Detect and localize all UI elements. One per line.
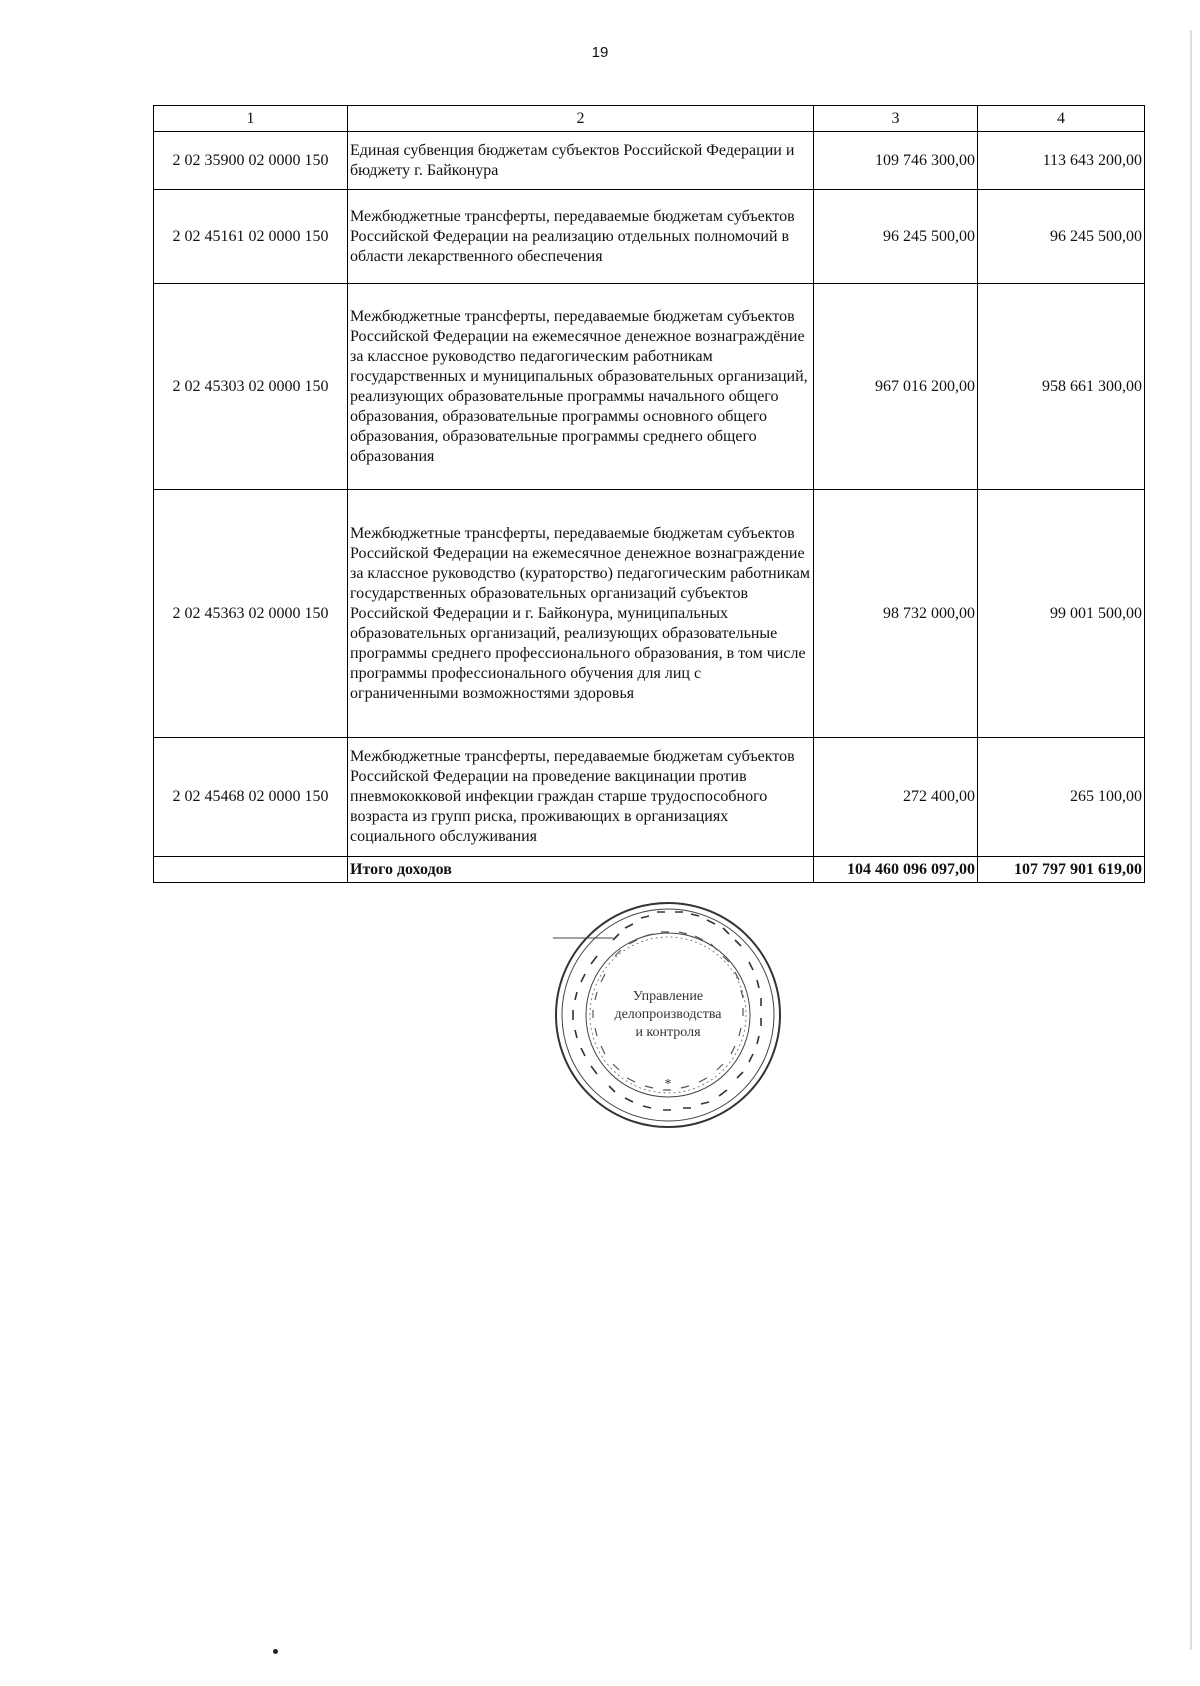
total-empty-cell: [154, 857, 348, 883]
income-name: Межбюджетные трансферты, передаваемые бюджетам субъектов Российской Федерации на проведение вакцинации против пневмококковой инфекции граждан старше трудоспособного возраста из групп риска, проживающих в организациях социального обслуживания: [348, 738, 814, 857]
amount-column-3: 967 016 200,00: [814, 284, 978, 490]
stamp-line-1: Управление: [632, 989, 704, 1004]
amount-column-3: 96 245 500,00: [814, 190, 978, 284]
income-name: Межбюджетные трансферты, передаваемые бюджетам субъектов Российской Федерации на ежемесячное денежное вознаграждение за классное руководство (кураторство) педагогическим работникам государственных образовательных организаций субъектов Российской Федерации и г. Байконура, муниципальных образовательных организаций, реализующих образовательные программы среднего профессионального образования, в том числе программы профессионального обучения для лиц с ограниченными возможностями здоровья: [348, 490, 814, 738]
amount-column-4: 113 643 200,00: [978, 132, 1145, 190]
scan-edge-mark: [1190, 30, 1192, 1650]
column-header-1: 1: [154, 106, 348, 132]
table-row: [154, 738, 1145, 857]
table-row: [154, 284, 1145, 490]
table-row: [154, 132, 1145, 190]
amount-column-3: 109 746 300,00: [814, 132, 978, 190]
page-number: 19: [591, 44, 609, 61]
amount-column-4: 96 245 500,00: [978, 190, 1145, 284]
amount-column-4: 99 001 500,00: [978, 490, 1145, 738]
column-header-2: 2: [348, 106, 814, 132]
total-amount-column-4: 107 797 901 619,00: [978, 857, 1145, 883]
budget-code: 2 02 35900 02 0000 150: [154, 132, 348, 190]
column-header-3: 3: [814, 106, 978, 132]
scan-dot: [273, 1649, 278, 1654]
amount-column-3: 98 732 000,00: [814, 490, 978, 738]
amount-column-3: 272 400,00: [814, 738, 978, 857]
total-row: [154, 857, 1145, 883]
total-label: Итого доходов: [348, 857, 814, 883]
amount-column-4: 265 100,00: [978, 738, 1145, 857]
budget-income-table: [153, 105, 1145, 883]
budget-code: 2 02 45303 02 0000 150: [154, 284, 348, 490]
stamp-line-2: делопроизводства: [614, 1007, 722, 1022]
income-name: Межбюджетные трансферты, передаваемые бюджетам субъектов Российской Федерации на ежемесячное денежное вознаграждёние за классное руководство педагогическим работникам государственных и муниципальных образовательных организаций, реализующих образовательные программы начального общего образования, образовательные программы основного общего образования, образовательные программы среднего общего образования: [348, 284, 814, 490]
budget-code: 2 02 45363 02 0000 150: [154, 490, 348, 738]
table-row: [154, 490, 1145, 738]
official-round-stamp: [553, 900, 783, 1130]
svg-text:*: *: [664, 1077, 672, 1092]
total-amount-column-3: 104 460 096 097,00: [814, 857, 978, 883]
budget-code: 2 02 45161 02 0000 150: [154, 190, 348, 284]
amount-column-4: 958 661 300,00: [978, 284, 1145, 490]
column-header-4: 4: [978, 106, 1145, 132]
table-row: [154, 190, 1145, 284]
budget-code: 2 02 45468 02 0000 150: [154, 738, 348, 857]
income-name: Межбюджетные трансферты, передаваемые бюджетам субъектов Российской Федерации на реализацию отдельных полномочий в области лекарственного обеспечения: [348, 190, 814, 284]
income-name: Единая субвенция бюджетам субъектов Российской Федерации и бюджету г. Байконура: [348, 132, 814, 190]
table-header-row: [154, 106, 1145, 132]
stamp-line-3: и контроля: [635, 1025, 701, 1040]
